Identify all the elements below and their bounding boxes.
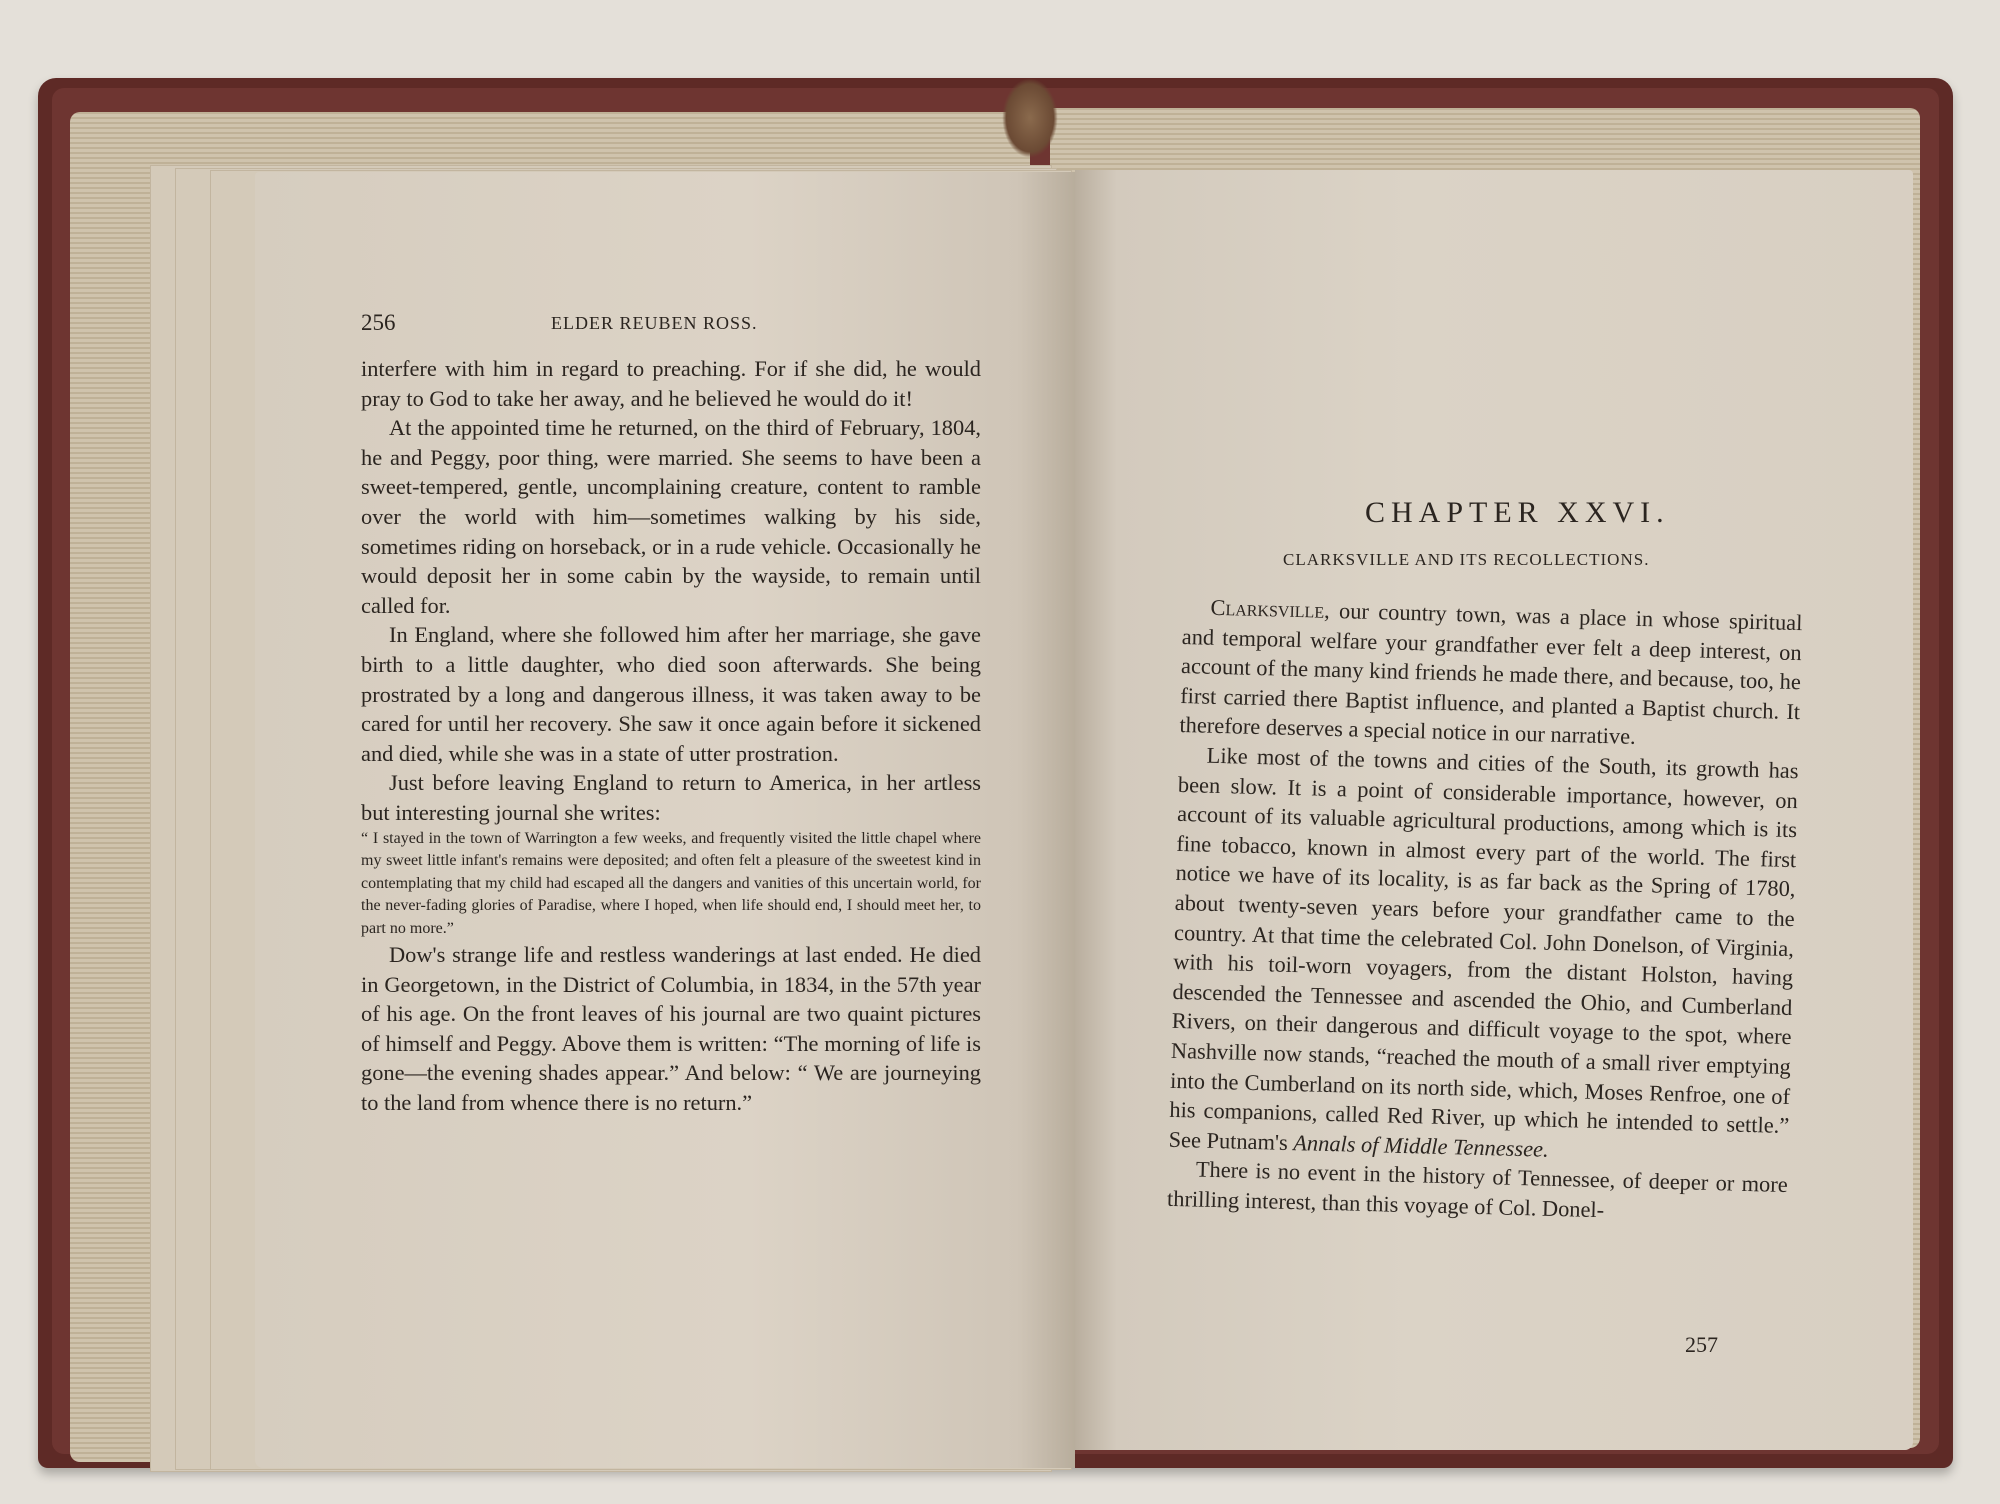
right-paragraph [1179,592,1803,756]
right-paragraph-text: Like most of the towns and cities of the South, its growth has been slow. It is a point of considerable importance, however, on account of its valuable agricultural productions, among which is its fine tobacco, known in almost every part of the world. The first notice we have of its locality, is as far back as the Spring of 1780, about twenty-seven years before your grandfather came to the country. At that time the celebrated Col. John Donelson, of Virginia, with his toil-worn voyagers, from the distant Holston, having descended the Tennessee and ascended the Ohio, and Cumberland Rivers, on their dangerous and difficult voyage to the spot, where Nashville now stands, “reached the mouth of a small river emptying into the Cumberland on its north side, which, Moses Renfroe, one of his companions, called Red River, up which he intended to settle.” See Putnam's [1168,742,1799,1155]
right-paragraph [1168,740,1799,1170]
left-paragraph: Just before leaving England to return to America, in her artless but interesting journal she writes: [361,770,981,825]
left-paragraph: At the appointed time he returned, on the third of February, 1804, he and Peggy, poor thing, were married. She seems to have been a sweet-tempered, gentle, uncomplaining creature, content to ramble over the world with him—sometimes walking by his side, sometimes riding on horseback, or in a rude vehicle. Occasionally he would deposit her in some cabin by the wayside, to remain until called for. [361,415,981,618]
chapter-subtitle: CLARKSVILLE AND ITS RECOLLECTIONS. [1283,550,1650,569]
right-body-text [1167,592,1803,1229]
chapter-heading: CHAPTER XXVI. [1365,496,1670,529]
book-spine [1002,78,1058,158]
left-running-head [361,310,1041,340]
right-page-number: 257 [1685,1332,1718,1357]
left-paragraph: In England, where she followed him after her marriage, she gave birth to a little daughter, who died soon afterwards. She being prostrated by a long and dangerous illness, it was taken away to be cared for until her recovery. She saw it once again before it sickened and died, while she was in a state of utter prostration. [361,622,981,766]
right-page [1075,170,1913,1450]
journal-quote: “ I stayed in the town of Warrington a few weeks, and frequently visited the little chapel where my sweet little infant's remains were deposited; and often felt a pleasure of the sweetest kind in contemplating that my child had escaped all the dangers and vanities of this uncertain world, for the never-fading glories of Paradise, where I hoped, when life should end, I should meet her, to part no more.” [361,829,981,937]
left-paragraph: interfere with him in regard to preaching. For if she did, he would pray to God to take her away, and he believed he would do it! [361,356,981,411]
left-page-number: 256 [361,310,396,335]
book-title-citation: Annals of Middle Tennessee. [1293,1129,1549,1162]
left-body-text [361,354,981,1118]
right-paragraph-text: our country town, was a place in whose spiritual and temporal welfare your grandfather ever felt a deep interest, on account of the many kind friends he made there, and because, too, he first carried there Baptist influence, and planted a Baptist church. It therefore deserves a special notice in our narrative. [1179,597,1803,750]
running-title: ELDER REUBEN ROSS. [551,313,758,333]
left-page [255,172,1075,1468]
drop-word: Clarksville, [1210,594,1331,623]
left-paragraph: Dow's strange life and restless wanderings at last ended. He died in Georgetown, in the District of Columbia, in 1834, in the 57th year of his age. On the front leaves of his journal are two quaint pictures of himself and Peggy. Above them is written: “The morning of life is gone—the evening shades appear.” And below: “ We are journeying to the land from whence there is no return.” [361,942,981,1115]
right-paragraph: There is no event in the history of Tennessee, of deeper or more thrilling interest, than this voyage of Col. Donel- [1166,1156,1789,1223]
